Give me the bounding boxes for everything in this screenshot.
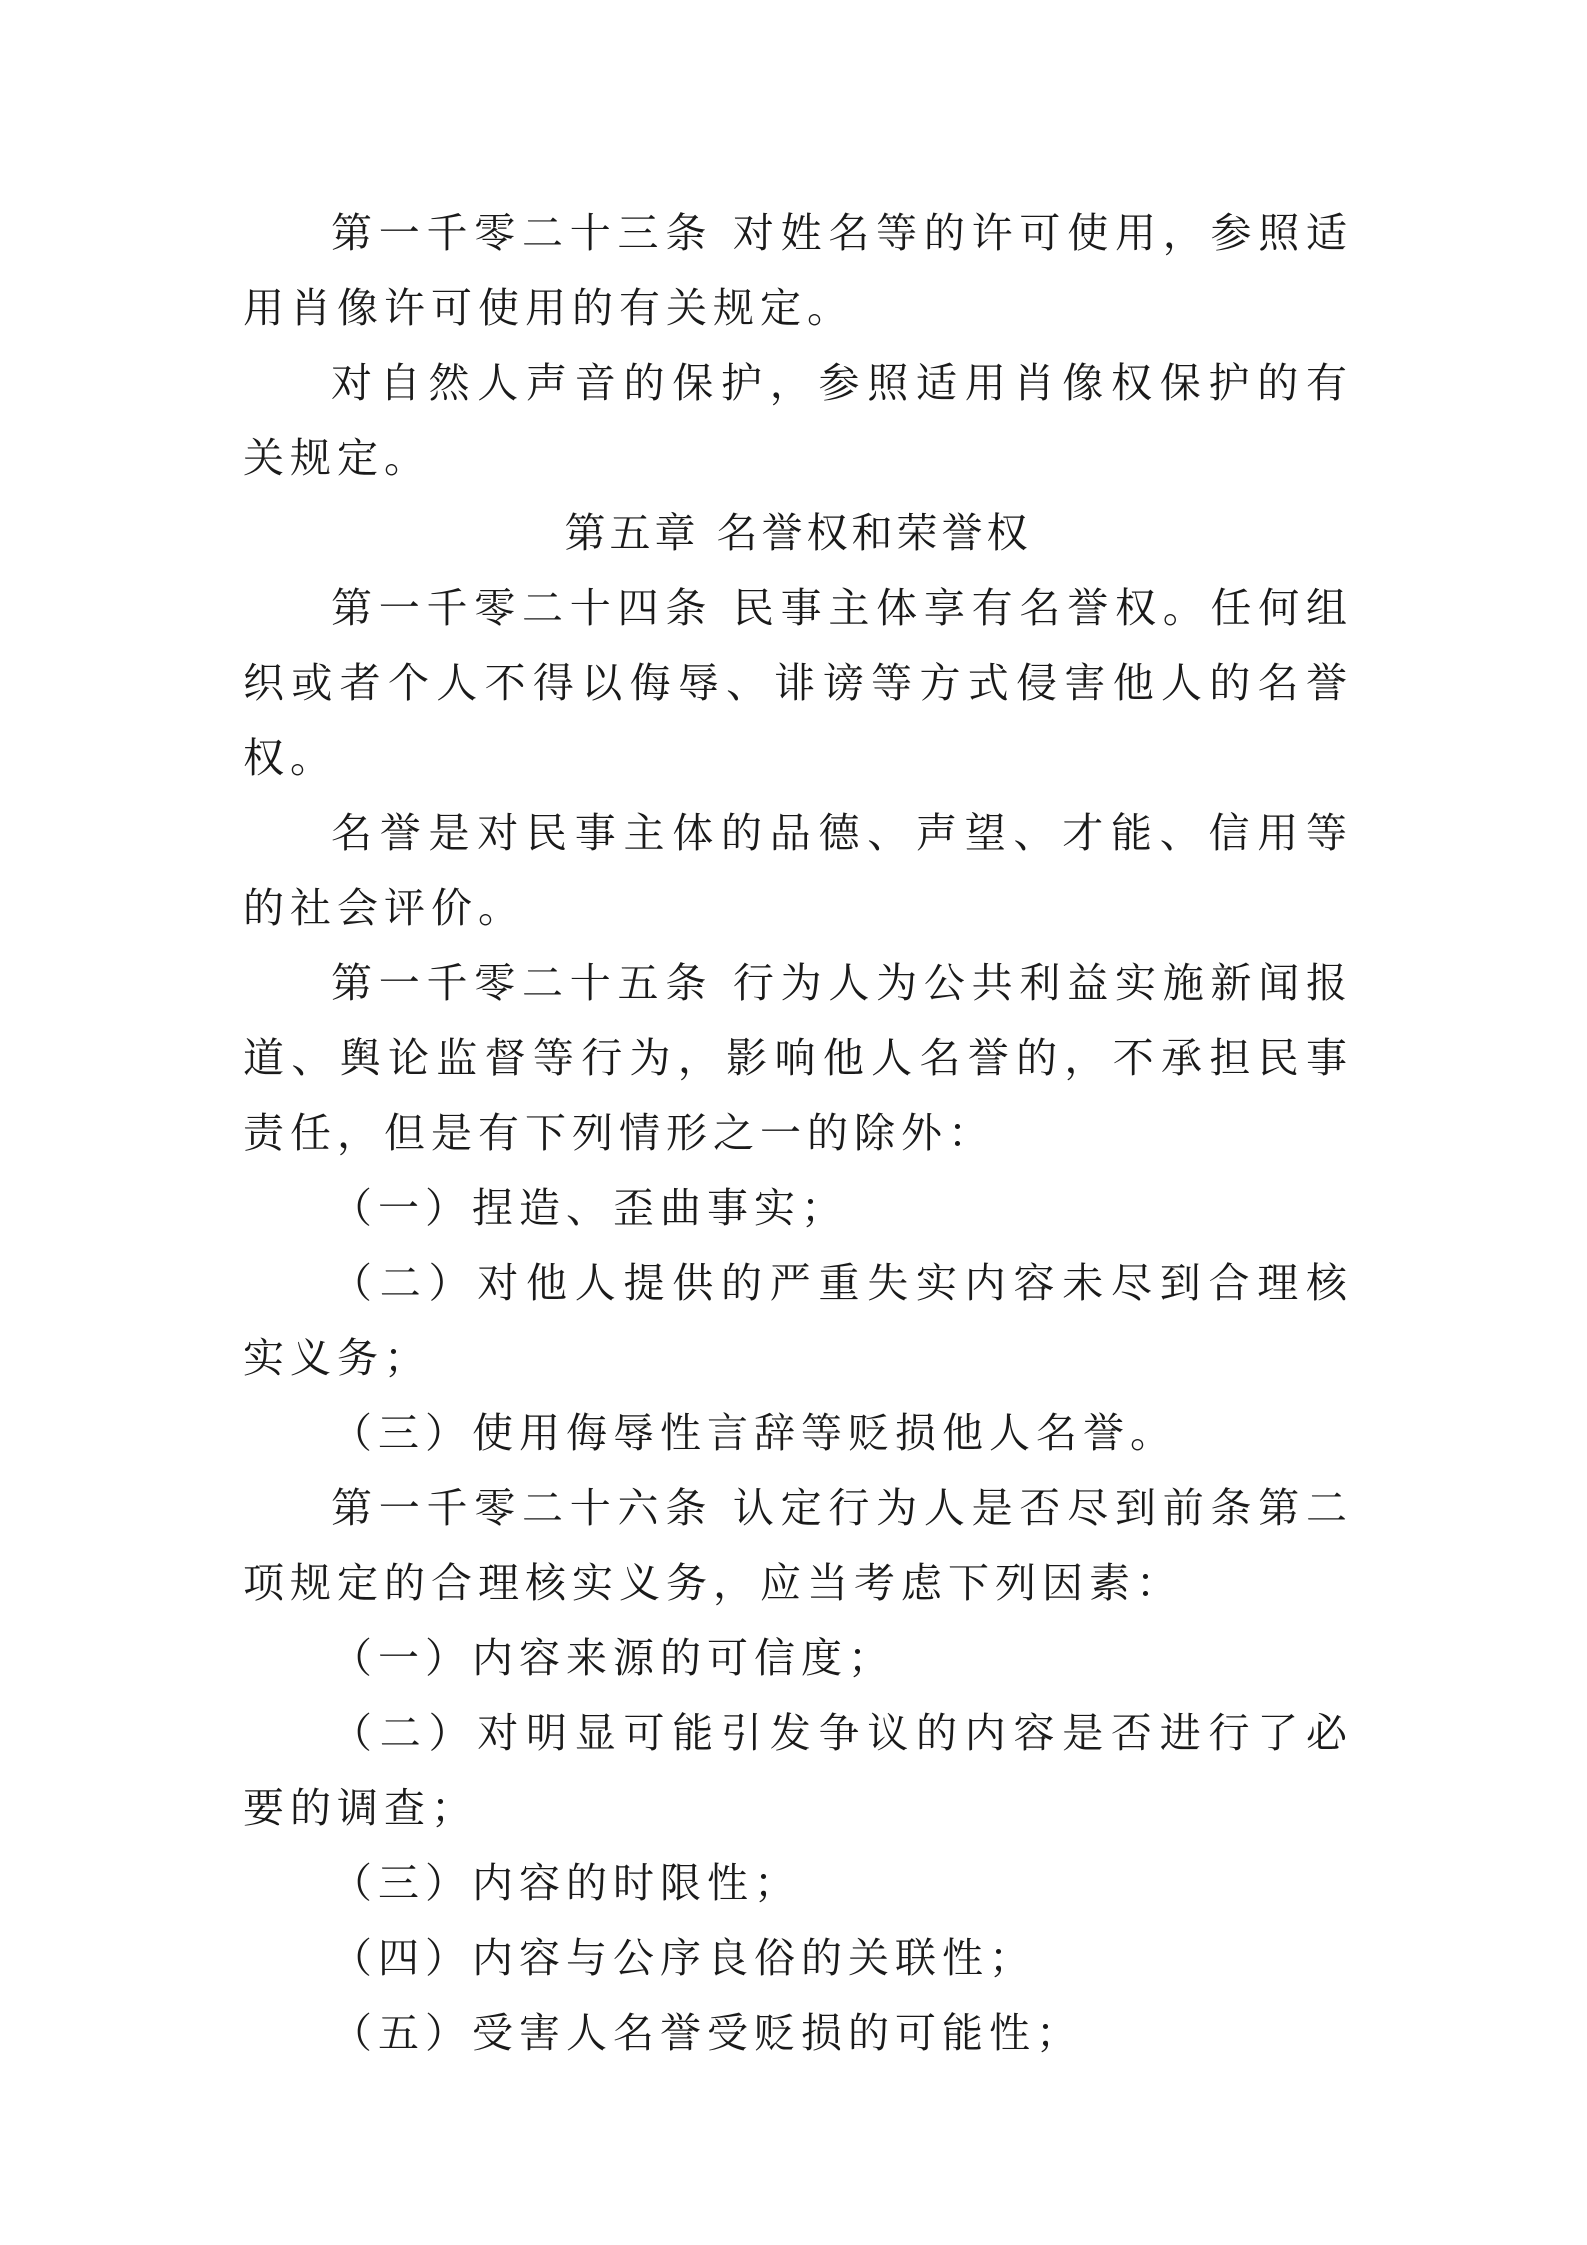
article-1026-item-2: （二）对明显可能引发争议的内容是否进行了必要的调查； (243, 1709, 1353, 1832)
voice-protection-paragraph: 对自然人声音的保护，参照适用肖像权保护的有关规定。 (243, 359, 1353, 482)
article-1024-paragraph: 第一千零二十四条 民事主体享有名誉权。任何组织或者个人不得以侮辱、诽谤等方式侵害他人的名誉权。 (243, 584, 1353, 782)
document-body (243, 196, 1353, 2071)
article-1026-item-5: （五）受害人名誉受贬损的可能性； (331, 2009, 1083, 2057)
article-1025-item-1: （一）捏造、歪曲事实； (331, 1184, 848, 1232)
article-1026-item-3: （三）内容的时限性； (331, 1859, 801, 1907)
article-1026-item-1: （一）内容来源的可信度； (331, 1634, 895, 1682)
article-1026-item-4: （四）内容与公序良俗的关联性； (331, 1934, 1036, 1982)
article-1026-paragraph: 第一千零二十六条 认定行为人是否尽到前条第二项规定的合理核实义务，应当考虑下列因素： (243, 1484, 1353, 1607)
reputation-definition-paragraph: 名誉是对民事主体的品德、声望、才能、信用等的社会评价。 (243, 809, 1353, 932)
article-1025-item-3: （三）使用侮辱性言辞等贬损他人名誉。 (331, 1409, 1177, 1457)
article-1023-paragraph: 第一千零二十三条 对姓名等的许可使用，参照适用肖像许可使用的有关规定。 (243, 209, 1353, 332)
article-1025-paragraph: 第一千零二十五条 行为人为公共利益实施新闻报道、舆论监督等行为，影响他人名誉的，不承担民事责任，但是有下列情形之一的除外： (243, 959, 1353, 1157)
chapter-heading: 第五章 名誉权和荣誉权 (564, 509, 1032, 557)
article-1025-item-2: （二）对他人提供的严重失实内容未尽到合理核实义务； (243, 1259, 1353, 1382)
